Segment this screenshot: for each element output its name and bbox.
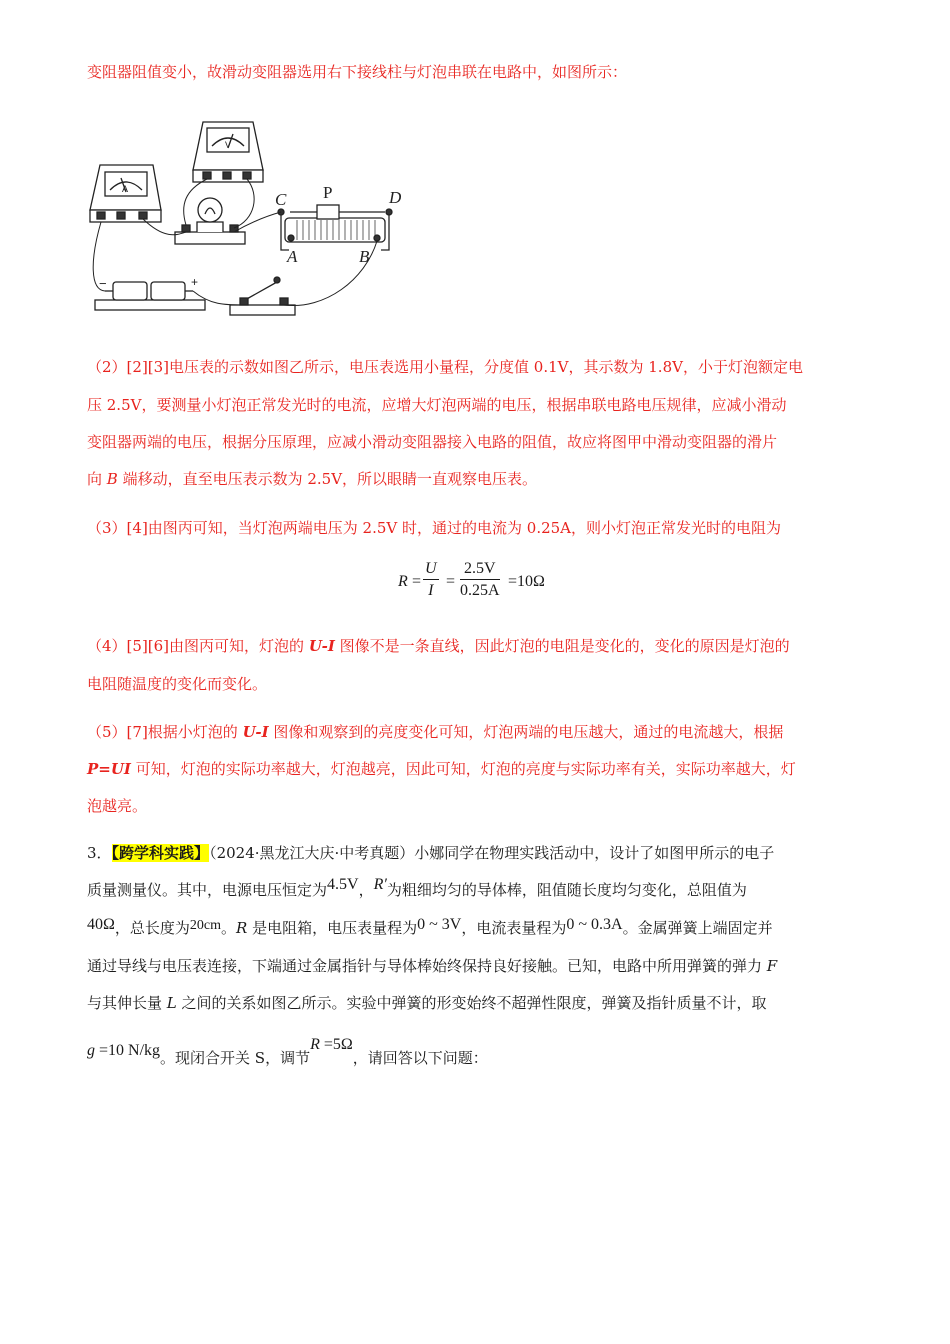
problem3-line-1: 3．【跨学科实践】（2024·黑龙江大庆·中考真题）小娜同学在物理实践活动中，设计了如图甲所示的电子: [87, 844, 775, 862]
problem3-line-2: 质量测量仪。其中，电源电压恒定为4.5V，R′为粗细均匀的导体棒，阻值随长度均匀变化，总阻值为: [87, 876, 747, 899]
q2-line-4: 向 B 端移动，直至电压表示数为 2.5V，所以眼睛一直观察电压表。: [87, 470, 538, 488]
q5-line-3: 泡越亮。: [87, 797, 148, 815]
problem3-line-5: 与其伸长量 L 之间的关系如图乙所示。实验中弹簧的形变始终不超弹性限度，弹簧及指针质量不计，取: [87, 994, 767, 1012]
problem3-line-6: g =10 N/kg。现闭合开关 S，调节R =5Ω，请回答以下问题：: [87, 1036, 488, 1067]
battery-plus: +: [191, 275, 199, 289]
q4-line-2: 电阻随温度的变化而变化。: [87, 675, 268, 693]
label-d: D: [389, 188, 402, 207]
lamp-icon: [175, 198, 245, 244]
ammeter-label: A: [122, 184, 129, 194]
resistance-formula: R = $\frac{U}{I}$ = $\frac{2.5V}{0.25A}$ =10Ω: [398, 560, 545, 599]
voltmeter-label: V: [225, 140, 232, 150]
q5-line-1: （5）[7]根据小灯泡的 U-I 图像和观察到的亮度变化可知，灯泡两端的电压越大，通过的电流越大，根据: [87, 723, 784, 741]
circuit-figure: [85, 110, 425, 325]
q4-line-1: （4）[5][6]由图丙可知，灯泡的 U-I 图像不是一条直线，因此灯泡的电阻是变化的，变化的原因是灯泡的: [87, 637, 790, 655]
q3-line-1: （3）[4]由图丙可知，当灯泡两端电压为 2.5V 时，通过的电流为 0.25A，则小灯泡正常发光时的电阻为: [87, 519, 782, 537]
battery-icon: [95, 282, 205, 310]
voltmeter-icon: [193, 122, 263, 182]
label-p: P: [323, 183, 333, 202]
switch-icon: [230, 277, 295, 315]
q2-line-3: 变阻器两端的电压，根据分压原理，应减小滑动变阻器接入电路的阻值，故应将图甲中滑动变阻器的滑片: [87, 433, 778, 451]
label-c: C: [275, 190, 287, 209]
solution-line-0: 变阻器阻值变小，故滑动变阻器选用右下接线柱与灯泡串联在电路中，如图所示：: [87, 63, 628, 81]
battery-minus: −: [99, 276, 107, 291]
q2-line-2: 压 2.5V，要测量小灯泡正常发光时的电流，应增大灯泡两端的电压，根据串联电路电压规律，应减小滑动: [87, 396, 787, 414]
q2-line-1: （2）[2][3]电压表的示数如图乙所示，电压表选用小量程，分度值 0.1V，其示数为 1.8V，小于灯泡额定电: [87, 358, 803, 376]
q5-line-2: P=UI 可知，灯泡的实际功率越大，灯泡越亮，因此可知，灯泡的亮度与实际功率有关，实际功率越大，灯: [87, 760, 796, 778]
rheostat-icon: [278, 205, 392, 250]
label-b: B: [359, 247, 370, 266]
label-a: A: [287, 247, 298, 266]
tag-badge: 【跨学科实践】: [111, 844, 210, 862]
problem3-line-4: 通过导线与电压表连接，下端通过金属指针与导体棒始终保持良好接触。已知，电路中所用弹簧的弹力 F: [87, 957, 778, 975]
problem3-line-3: 40Ω，总长度为20cm。R 是电阻箱，电压表量程为0 ~ 3V，电流表量程为0 ~ 0.3A。金属弹簧上端固定并: [87, 916, 773, 937]
